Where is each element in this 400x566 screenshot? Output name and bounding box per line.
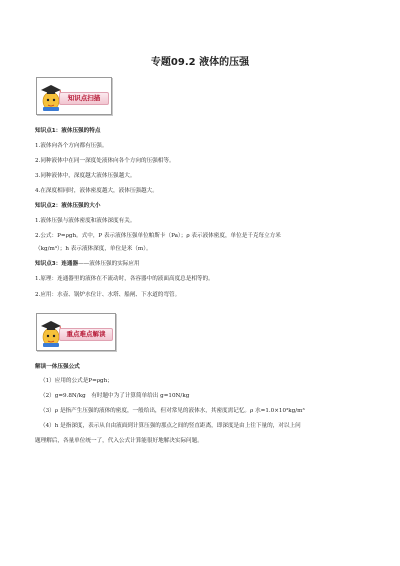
kp3-heading-line bbox=[35, 260, 370, 268]
section-item: 题理解后，各量单位统一了，代入公式计算能很好地解决实际问题。 bbox=[35, 438, 203, 444]
kp2-heading: 知识点2：液体压强的大小 bbox=[35, 203, 101, 209]
kp2-item: （kg/m³）；h 表示液体深度，单位是米（m）。 bbox=[35, 246, 152, 252]
kp3-item: 2.应用：水壶、锅炉水位计、水塔、船闸、下水道的弯管。 bbox=[35, 292, 181, 298]
banner-label: 知识点扫描 bbox=[67, 94, 101, 102]
section-item: （4）h 是指深度，表示从自由液面到计算压强的那点之间的竖直距离，即深度是由上往下量的，对以上问 bbox=[40, 423, 301, 429]
knowledge-scan-banner bbox=[36, 77, 112, 115]
kp1-item: 1.液体向各个方向都有压强。 bbox=[35, 143, 108, 149]
kp3-item: 1.原理：连通器里的液体在不流动时，各容器中的液面高度总是相等的。 bbox=[35, 276, 214, 282]
kp2-item: 2.公式：P=ρgh。式中，P 表示液体压强单位帕斯卡（Pa）；ρ 表示液体密度，单位是千克每立方米 bbox=[35, 233, 281, 239]
banner-label: 重点难点解读 bbox=[66, 330, 106, 338]
kp1-item: 2.同种液体中在同一深度处液体向各个方向的压强相等。 bbox=[35, 158, 175, 164]
kp1-heading: 知识点1：液体压强的特点 bbox=[35, 128, 101, 134]
kp1-item: 4.在深度相同时，液体密度越大，液体压强越大。 bbox=[35, 188, 158, 194]
section-item: （2）g=9.8N/kg 有时题中为了计算简单给出 g=10N/kg bbox=[40, 393, 190, 399]
section-item: （3）ρ 是指产生压强的液体的密度，一般给出，但对常见的液体水，其密度需记忆。ρ 水=1.0×10³kg/m³ bbox=[40, 408, 305, 414]
page-title: 专题09.2 液体的压强 bbox=[150, 57, 250, 68]
kp3-heading-suffix: ——液体压强的实际应用 bbox=[78, 261, 140, 267]
kp1-item: 3.同种液体中，深度越大液体压强越大。 bbox=[35, 173, 136, 179]
kp2-item: 1.液体压强与液体密度和液体深度有关。 bbox=[35, 218, 136, 224]
section-item: （1）应用的公式是P=ρgh； bbox=[40, 378, 113, 384]
key-difficulty-banner bbox=[36, 313, 116, 351]
kp3-heading: 知识点3：连通器 bbox=[35, 261, 79, 267]
section-heading: 解读一体压强公式 bbox=[35, 364, 80, 370]
